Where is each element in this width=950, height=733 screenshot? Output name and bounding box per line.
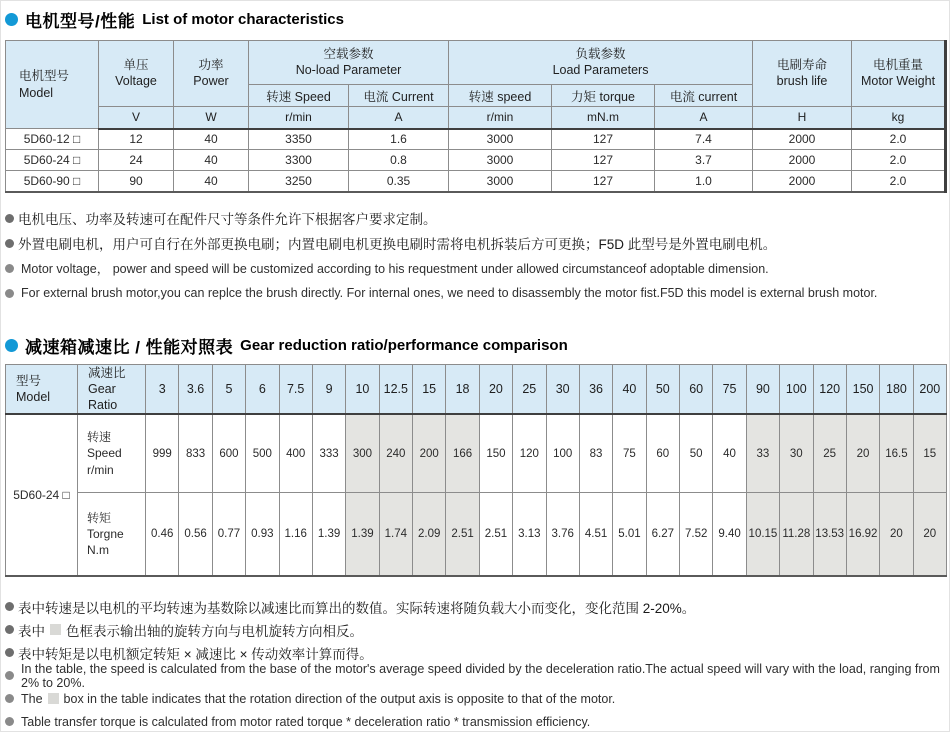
- ratio-header-cell: 30: [546, 364, 579, 414]
- torque-label-zh: 转矩: [87, 510, 112, 525]
- torque-label-en: Torgne: [87, 526, 124, 541]
- speed-value-cell: 333: [312, 414, 345, 492]
- torque-label-unit: N.m: [87, 543, 109, 558]
- ratio-header-cell: 10: [346, 364, 379, 414]
- torque-value-cell: 20: [913, 492, 946, 576]
- section1-title-en: List of motor characteristics: [142, 10, 344, 28]
- header-load-group: [449, 41, 753, 85]
- motor-table-body: [6, 129, 946, 192]
- gray-box-swatch: [48, 693, 59, 704]
- speed-value-cell: 33: [746, 414, 779, 492]
- value-cell: 12: [99, 129, 174, 150]
- unit-cell: H: [753, 107, 852, 129]
- motor-units-row: [6, 107, 946, 129]
- torque-value-cell: 0.93: [246, 492, 279, 576]
- torque-value-cell: 3.13: [513, 492, 546, 576]
- speed-value-cell: 166: [446, 414, 479, 492]
- gear-header-model: [6, 364, 78, 414]
- section2-title-en: Gear reduction ratio/performance comparison: [240, 337, 568, 354]
- value-cell: 1.6: [349, 129, 449, 150]
- note-line: [5, 256, 945, 281]
- header-voltage: [99, 41, 174, 107]
- torque-value-cell: 11.28: [780, 492, 813, 576]
- header-voltage-en: Voltage: [115, 73, 157, 88]
- gear-header-model-en: Model: [16, 389, 51, 404]
- speed-value-cell: 40: [713, 414, 746, 492]
- model-cell: 5D60-24 □: [6, 150, 99, 171]
- header-brush-life: [753, 41, 852, 107]
- header-load-en: Load Parameters: [552, 62, 649, 77]
- torque-value-cell: 2.51: [446, 492, 479, 576]
- bullet-icon: [5, 239, 14, 248]
- speed-value-cell: 600: [212, 414, 245, 492]
- header-weight-en: Motor Weight: [860, 73, 936, 88]
- note-line: [5, 618, 945, 641]
- bullet-icon: [5, 264, 14, 273]
- gear-header-ratio-zh: 减速比: [88, 365, 126, 380]
- ratio-header-cell: 100: [780, 364, 813, 414]
- ratio-header-cell: 6: [246, 364, 279, 414]
- value-cell: 90: [99, 171, 174, 192]
- note-line: [5, 206, 945, 231]
- note-text: 表中: [18, 623, 45, 639]
- ratio-header-cell: 36: [579, 364, 612, 414]
- ratio-header-cell: 40: [613, 364, 646, 414]
- model-cell: 5D60-12 □: [6, 129, 99, 150]
- unit-cell: kg: [852, 107, 946, 129]
- gear-model-cell: 5D60-24 □: [6, 414, 78, 576]
- torque-value-cell: 7.52: [680, 492, 713, 576]
- header-motor-weight: [852, 41, 946, 107]
- unit-cell: mN.m: [552, 107, 655, 129]
- value-cell: 2000: [753, 129, 852, 150]
- torque-label-cell: [78, 492, 146, 576]
- speed-value-cell: 999: [146, 414, 179, 492]
- blue-bullet-icon: [5, 13, 18, 26]
- ratio-header-cell: 12.5: [379, 364, 412, 414]
- speed-value-cell: 120: [513, 414, 546, 492]
- value-cell: 3350: [249, 129, 349, 150]
- speed-value-cell: 100: [546, 414, 579, 492]
- value-cell: 2.0: [852, 150, 946, 171]
- header-power-zh: 功率: [198, 57, 224, 72]
- gear-header-row: [6, 364, 947, 414]
- note-line: [5, 595, 945, 618]
- torque-value-cell: 4.51: [579, 492, 612, 576]
- ratio-header-cell: 60: [680, 364, 713, 414]
- bullet-icon: [5, 694, 14, 703]
- torque-value-cell: 2.51: [479, 492, 512, 576]
- header-power-en: Power: [193, 73, 229, 88]
- value-cell: 2.0: [852, 171, 946, 192]
- note-text: box in the table indicates that the rotation direction of the output axis is opposite to that of the motor.: [63, 691, 616, 706]
- torque-value-cell: 20: [880, 492, 913, 576]
- gear-ratio-table: [5, 364, 947, 578]
- speed-value-cell: 16.5: [880, 414, 913, 492]
- motor-table-row: [6, 129, 946, 150]
- bullet-icon: [5, 602, 14, 611]
- note-text: For external brush motor,you can replce the brush directly. For internal ones, we need to disassembly the motor fist.F5D this model is external brush motor.: [21, 286, 878, 300]
- note-text: 外置电刷电机，用户可自行在外部更换电刷；内置电刷电机更换电刷时需将电机拆装后方可更换；F5D 此型号是外置电刷电机。: [18, 237, 777, 252]
- torque-value-cell: 0.77: [212, 492, 245, 576]
- ratio-header-cell: 90: [746, 364, 779, 414]
- ratio-header-cell: 20: [479, 364, 512, 414]
- speed-value-cell: 500: [246, 414, 279, 492]
- header-brush-zh: 电刷寿命: [777, 57, 828, 72]
- header-load-current: 电流 current: [655, 85, 753, 107]
- unit-cell: W: [174, 107, 249, 129]
- speed-value-cell: 150: [479, 414, 512, 492]
- header-model-en: Model: [19, 85, 54, 100]
- ratio-header-cell: 25: [513, 364, 546, 414]
- header-power: [174, 41, 249, 107]
- gear-header-ratio: [78, 364, 146, 414]
- torque-value-cell: 16.92: [846, 492, 879, 576]
- ratio-header-cell: 7.5: [279, 364, 312, 414]
- ratio-header-cell: 9: [312, 364, 345, 414]
- section1-title-zh: 电机型号/性能: [25, 11, 136, 31]
- speed-value-cell: 60: [646, 414, 679, 492]
- gear-header-ratio-en: Gear Ratio: [88, 381, 118, 412]
- ratio-header-cell: 75: [713, 364, 746, 414]
- gear-notes-list: [5, 595, 945, 733]
- value-cell: 7.4: [655, 129, 753, 150]
- gray-box-swatch: [50, 624, 61, 635]
- value-cell: 24: [99, 150, 174, 171]
- note-text: Table transfer torque is calculated from motor rated torque * deceleration ratio * transmission efficiency.: [21, 714, 591, 729]
- value-cell: 2000: [753, 171, 852, 192]
- note-line: [5, 281, 945, 306]
- ratio-header-cell: 18: [446, 364, 479, 414]
- gear-header-model-zh: 型号: [16, 373, 42, 388]
- unit-cell: A: [655, 107, 753, 129]
- value-cell: 127: [552, 129, 655, 150]
- bullet-icon: [5, 214, 14, 223]
- note-text: 表中转速是以电机的平均转速为基数除以减速比而算出的数值。实际转速将随负载大小而变化，变化范围 2-20%。: [18, 600, 696, 616]
- speed-value-cell: 30: [780, 414, 813, 492]
- header-noload-speed: 转速 Speed: [249, 85, 349, 107]
- header-weight-zh: 电机重量: [873, 57, 924, 72]
- header-noload-en: No-load Parameter: [295, 62, 402, 77]
- value-cell: 3000: [449, 171, 552, 192]
- speed-value-cell: 83: [579, 414, 612, 492]
- torque-value-cell: 5.01: [613, 492, 646, 576]
- speed-label-cell: [78, 414, 146, 492]
- speed-value-cell: 300: [346, 414, 379, 492]
- speed-value-cell: 25: [813, 414, 846, 492]
- header-load-speed: 转速 speed: [449, 85, 552, 107]
- header-noload-group: [249, 41, 449, 85]
- speed-value-cell: 20: [846, 414, 879, 492]
- bullet-icon: [5, 289, 14, 298]
- header-model: [6, 41, 99, 129]
- value-cell: 2000: [753, 150, 852, 171]
- note-text: Motor voltage， power and speed will be customized according to his requestment under allowed circumstanceof adoptable dimension.: [21, 262, 769, 276]
- speed-value-cell: 400: [279, 414, 312, 492]
- value-cell: 40: [174, 171, 249, 192]
- bullet-icon: [5, 671, 14, 680]
- unit-cell: V: [99, 107, 174, 129]
- ratio-header-cell: 180: [880, 364, 913, 414]
- bullet-icon: [5, 648, 14, 657]
- value-cell: 0.35: [349, 171, 449, 192]
- note-text: 表中转矩是以电机额定转矩 × 减速比 × 传动效率计算而得。: [18, 646, 373, 662]
- torque-value-cell: 1.16: [279, 492, 312, 576]
- note-text: The: [21, 691, 43, 706]
- torque-value-cell: 9.40: [713, 492, 746, 576]
- bullet-icon: [5, 625, 14, 634]
- note-text: In the table, the speed is calculated from the base of the motor's average speed divided by the deceleration ratio.The actual speed will vary with the load, ranging from 2% to 20%.: [21, 661, 940, 690]
- value-cell: 3250: [249, 171, 349, 192]
- motor-table-row: [6, 150, 946, 171]
- header-brush-en: brush life: [776, 73, 828, 88]
- speed-label-unit: r/min: [87, 462, 114, 477]
- ratio-header-cell: 50: [646, 364, 679, 414]
- header-load-zh: 负载参数: [575, 46, 626, 61]
- value-cell: 0.8: [349, 150, 449, 171]
- ratio-header-cell: 200: [913, 364, 946, 414]
- blue-bullet-icon: [5, 339, 18, 352]
- torque-value-cell: 0.56: [179, 492, 212, 576]
- motor-header-row-1: [6, 41, 946, 85]
- ratio-header-cell: 120: [813, 364, 846, 414]
- note-line: [5, 231, 945, 256]
- ratio-header-cell: 5: [212, 364, 245, 414]
- value-cell: 127: [552, 150, 655, 171]
- torque-value-cell: 1.39: [312, 492, 345, 576]
- section1-title: [5, 8, 945, 30]
- speed-label-en: Speed: [87, 446, 122, 461]
- unit-cell: A: [349, 107, 449, 129]
- value-cell: 127: [552, 171, 655, 192]
- value-cell: 3000: [449, 129, 552, 150]
- ratio-header-cell: 15: [413, 364, 446, 414]
- note-text: 色框表示输出轴的旋转方向与电机旋转方向相反。: [66, 623, 363, 639]
- speed-value-cell: 50: [680, 414, 713, 492]
- ratio-header-cell: 3: [146, 364, 179, 414]
- speed-value-cell: 240: [379, 414, 412, 492]
- note-line: [5, 661, 945, 690]
- section2-title: [5, 335, 945, 357]
- motor-table-row: [6, 171, 946, 192]
- ratio-header-cell: 3.6: [179, 364, 212, 414]
- ratio-header-cell: 150: [846, 364, 879, 414]
- header-noload-current: 电流 Current: [349, 85, 449, 107]
- motor-characteristics-table: [5, 40, 947, 193]
- gear-torque-row: [6, 492, 947, 576]
- torque-value-cell: 6.27: [646, 492, 679, 576]
- value-cell: 3.7: [655, 150, 753, 171]
- value-cell: 3300: [249, 150, 349, 171]
- value-cell: 2.0: [852, 129, 946, 150]
- header-voltage-zh: 单压: [123, 57, 149, 72]
- motor-notes-list: [5, 206, 945, 306]
- torque-value-cell: 1.74: [379, 492, 412, 576]
- section2-title-zh: 减速箱减速比 / 性能对照表: [25, 338, 234, 357]
- torque-value-cell: 10.15: [746, 492, 779, 576]
- unit-cell: r/min: [449, 107, 552, 129]
- unit-cell: r/min: [249, 107, 349, 129]
- speed-value-cell: 200: [413, 414, 446, 492]
- torque-value-cell: 3.76: [546, 492, 579, 576]
- torque-value-cell: 0.46: [146, 492, 179, 576]
- bullet-icon: [5, 717, 14, 726]
- torque-value-cell: 1.39: [346, 492, 379, 576]
- speed-value-cell: 15: [913, 414, 946, 492]
- value-cell: 40: [174, 150, 249, 171]
- header-model-zh: 电机型号: [19, 69, 70, 84]
- speed-value-cell: 75: [613, 414, 646, 492]
- model-cell: 5D60-90 □: [6, 171, 99, 192]
- speed-value-cell: 833: [179, 414, 212, 492]
- speed-label-zh: 转速: [87, 430, 112, 445]
- header-noload-zh: 空载参数: [323, 46, 374, 61]
- note-line: [5, 710, 945, 733]
- value-cell: 3000: [449, 150, 552, 171]
- torque-value-cell: 13.53: [813, 492, 846, 576]
- value-cell: 1.0: [655, 171, 753, 192]
- note-line: [5, 687, 945, 710]
- header-load-torque: 力矩 torque: [552, 85, 655, 107]
- note-text: 电机电压、功率及转速可在配件尺寸等条件允许下根据客户要求定制。: [18, 212, 437, 227]
- torque-value-cell: 2.09: [413, 492, 446, 576]
- value-cell: 40: [174, 129, 249, 150]
- gear-speed-row: [6, 414, 947, 492]
